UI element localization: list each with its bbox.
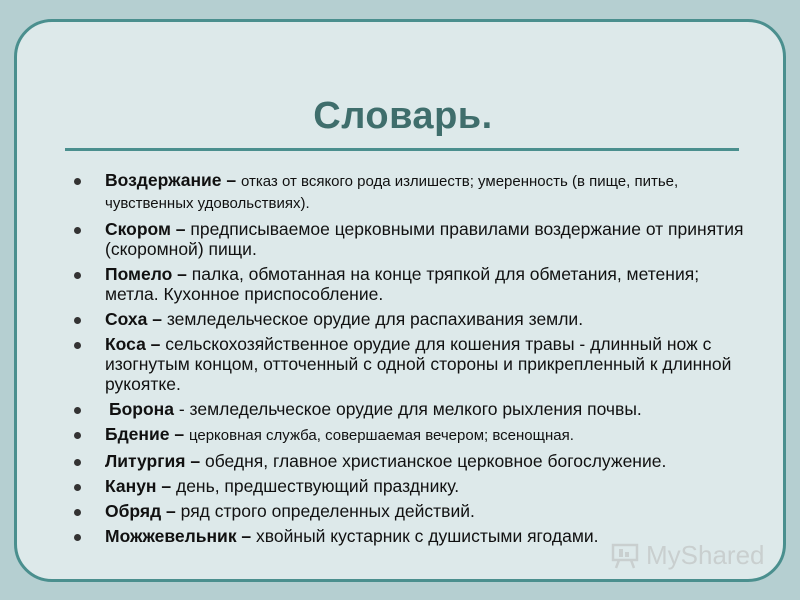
glossary-item	[105, 219, 745, 259]
glossary-term: Скором –	[105, 219, 186, 239]
myshared-watermark	[610, 538, 765, 572]
glossary-term: Канун –	[105, 476, 172, 496]
glossary-item	[105, 424, 745, 446]
glossary-term: Воздержание –	[105, 170, 237, 190]
glossary-item	[105, 399, 745, 419]
slide-title: Словарь.	[313, 95, 493, 137]
glossary-definition: - земледельческое орудие для мелкого рыхления почвы.	[178, 399, 642, 419]
glossary-definition: церковная служба, совершаемая вечером; всенощная.	[188, 427, 574, 444]
glossary-definition: предписываемое церковными правилами воздержание от принятия (скоромной) пищи.	[105, 219, 744, 259]
title-underline	[65, 148, 739, 151]
glossary-item	[105, 264, 745, 304]
glossary-term: Борона	[109, 399, 174, 419]
glossary-definition: хвойный кустарник с душистыми ягодами.	[256, 526, 599, 546]
glossary-item	[105, 334, 745, 394]
glossary-term: Помело –	[105, 264, 187, 284]
glossary-term: Можжевельник –	[105, 526, 252, 546]
glossary-item	[105, 309, 745, 329]
glossary-list	[105, 170, 745, 551]
glossary-definition: обедня, главное христианское церковное богослужение.	[204, 451, 667, 471]
glossary-definition: отказ от всякого рода излишеств; умеренность (в пище, питье, чувственных удовольствиях).	[105, 173, 679, 212]
glossary-term: Коса –	[105, 334, 161, 354]
glossary-definition: день, предшествующий празднику.	[175, 476, 460, 496]
glossary-term: Бдение –	[105, 424, 185, 444]
glossary-item	[105, 451, 745, 471]
glossary-definition: сельскохозяйственное орудие для кошения травы - длинный нож с изогнутым концом, отточенный с одной стороны и прикрепленный к длинной рукоятке.	[105, 334, 732, 394]
glossary-item	[105, 476, 745, 496]
presentation-board-icon	[610, 540, 640, 570]
glossary-item	[105, 170, 745, 214]
watermark-text: MyShared	[646, 539, 765, 570]
glossary-definition: палка, обмотанная на конце тряпкой для обметания, метения; метла. Кухонное приспособление.	[105, 264, 700, 304]
glossary-item	[105, 501, 745, 521]
glossary-term: Литургия –	[105, 451, 201, 471]
glossary-definition: ряд строго определенных действий.	[180, 501, 475, 521]
glossary-term: Соха –	[105, 309, 162, 329]
glossary-definition: земледельческое орудие для распахивания земли.	[166, 309, 584, 329]
glossary-term: Обряд –	[105, 501, 176, 521]
